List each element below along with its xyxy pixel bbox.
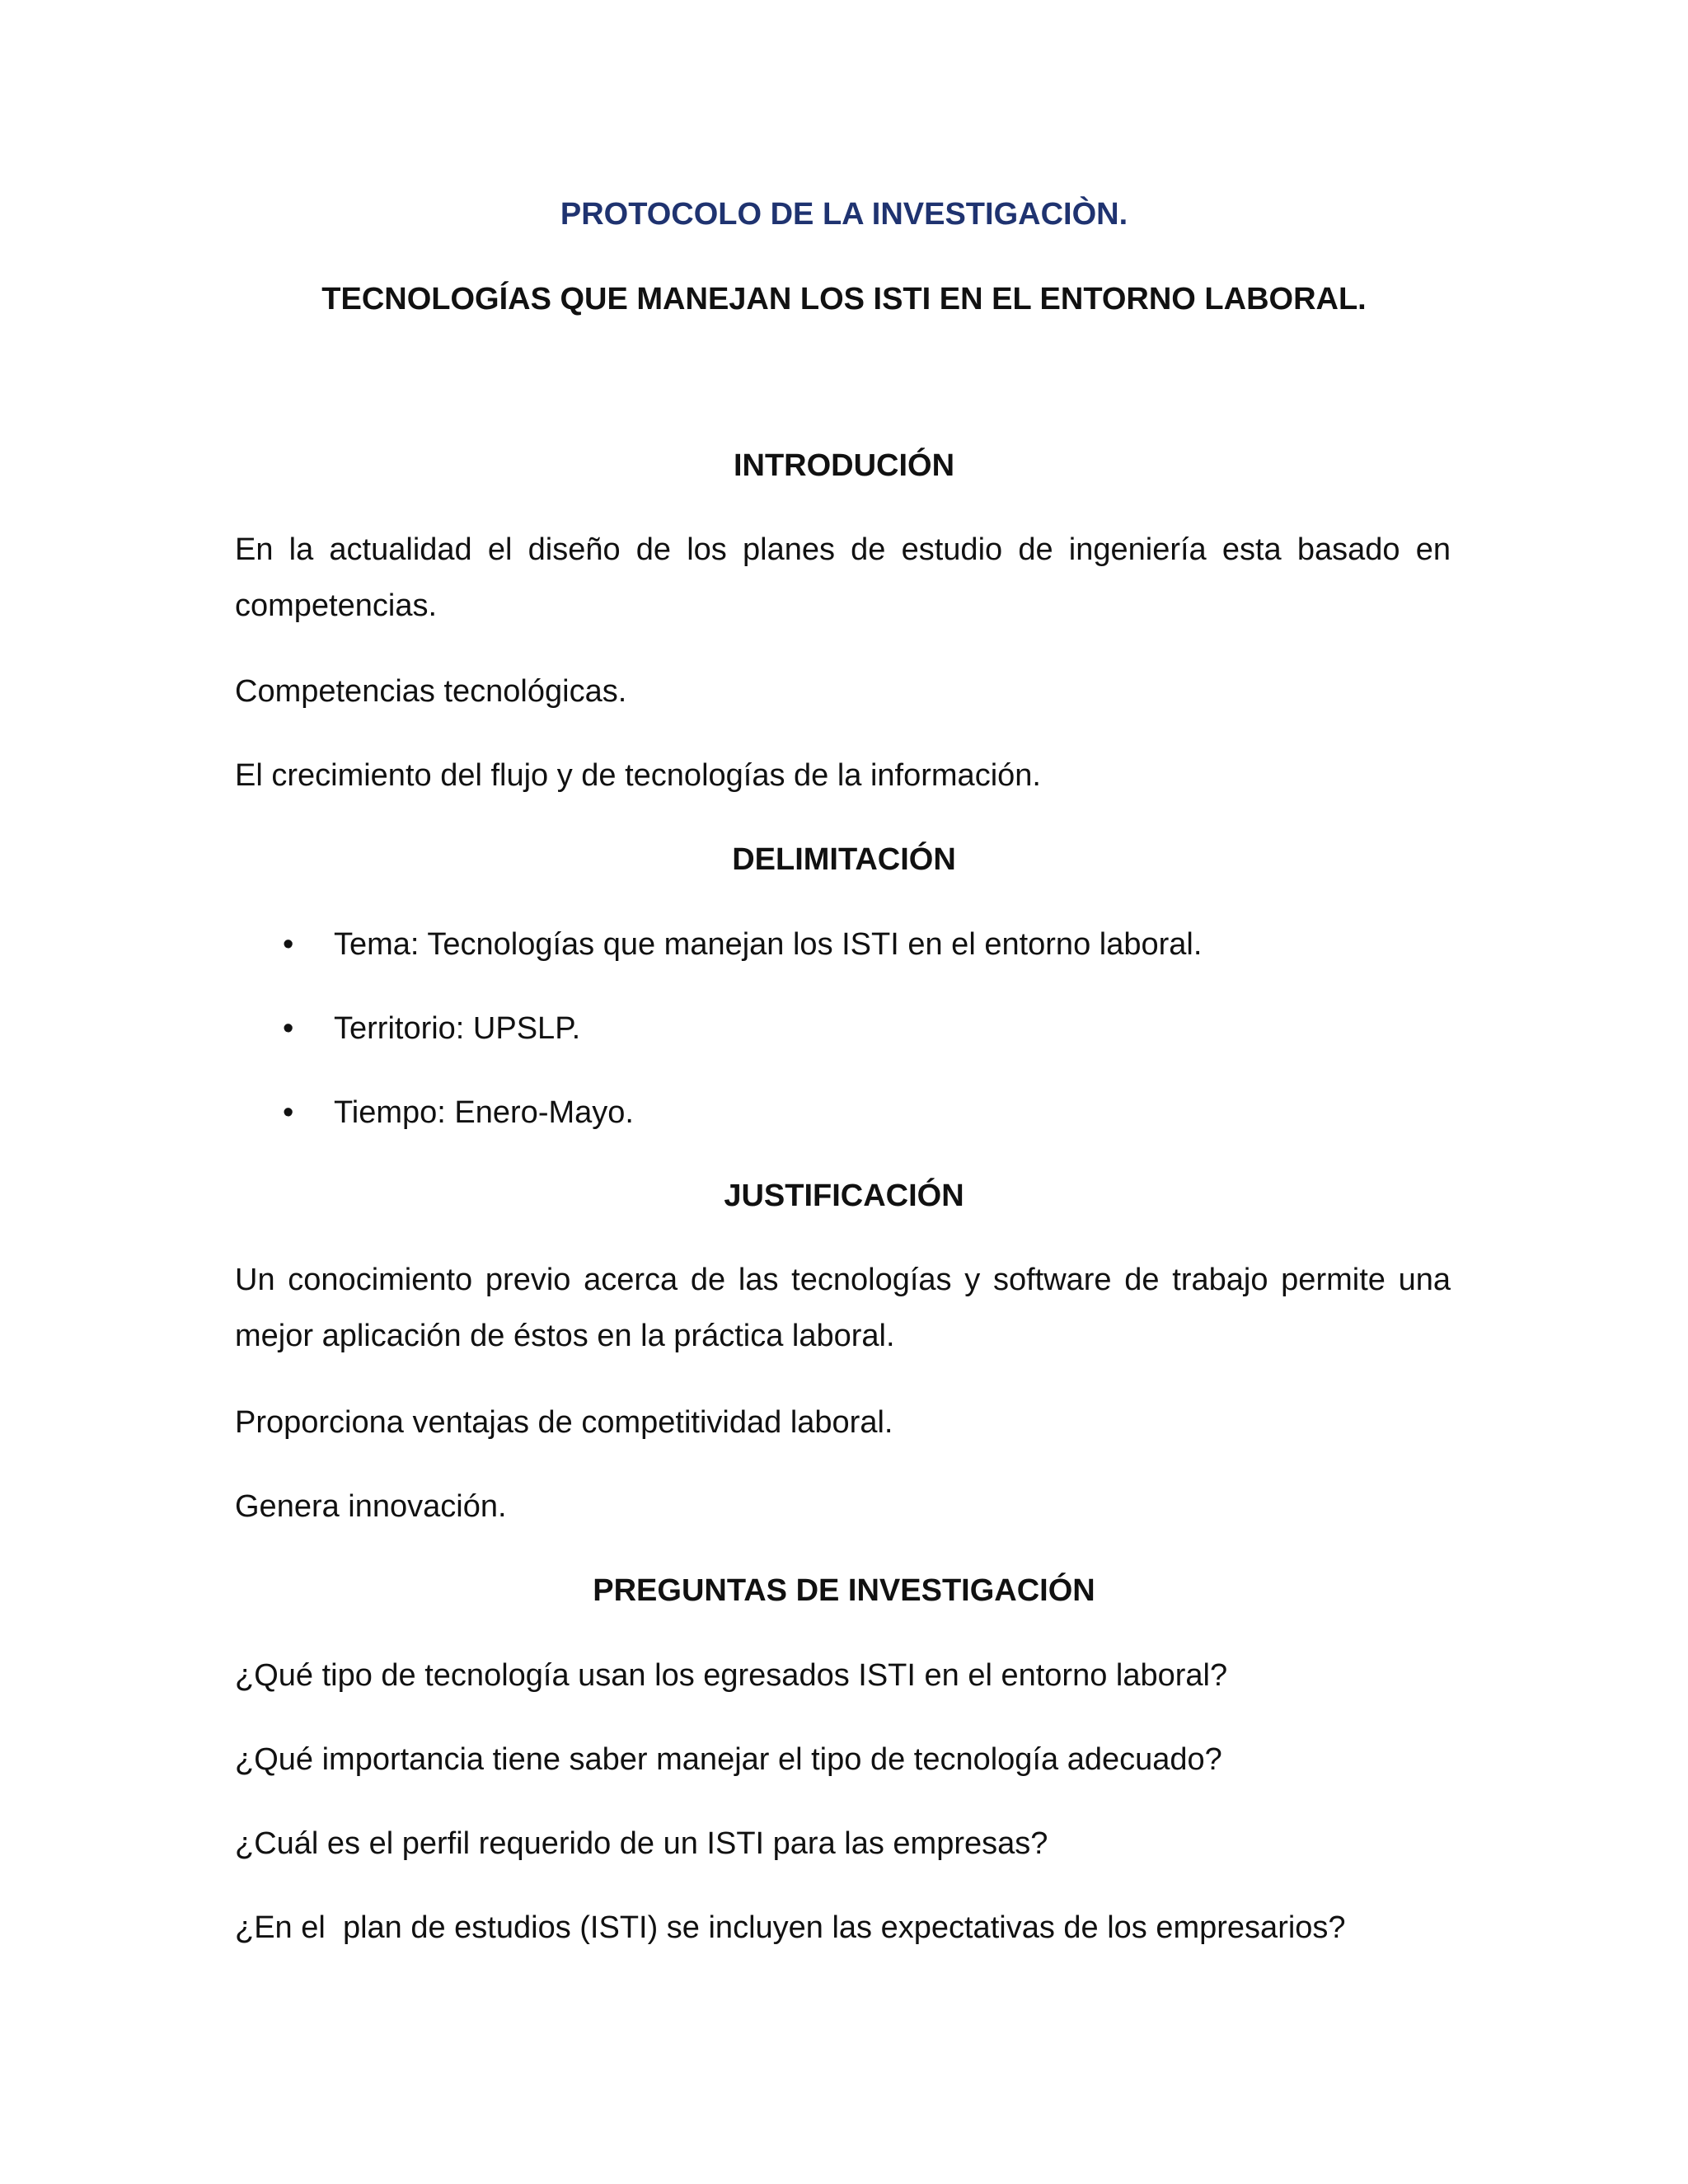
delimitation-item-text: Tema: Tecnologías que manejan los ISTI en el entorno laboral. (334, 927, 1203, 962)
document-title: PROTOCOLO DE LA INVESTIGACIÒN. (560, 197, 1128, 232)
delimitation-item-text: Territorio: UPSLP. (334, 1011, 581, 1046)
research-question-3: ¿Cuál es el perfil requerido de un ISTI para las empresas? (235, 1826, 1048, 1861)
introduction-paragraph-3: El crecimiento del flujo y de tecnologías de la información. (235, 758, 1041, 793)
bullet-icon: • (283, 1095, 294, 1130)
delimitation-item-text: Tiempo: Enero-Mayo. (334, 1095, 634, 1130)
research-question-1: ¿Qué tipo de tecnología usan los egresados ISTI en el entorno laboral? (235, 1658, 1228, 1693)
research-questions-heading: PREGUNTAS DE INVESTIGACIÓN (593, 1573, 1095, 1608)
justification-paragraph-1: Un conocimiento previo acerca de las tecnologías y software de trabajo permite una mejor aplicación de éstos en la práctica laboral. (235, 1263, 1451, 1353)
bullet-icon: • (283, 927, 294, 962)
document-subtitle: TECNOLOGÍAS QUE MANEJAN LOS ISTI EN EL ENTORNO LABORAL. (321, 282, 1367, 316)
justification-paragraph-3: Genera innovación. (235, 1489, 507, 1524)
delimitation-heading: DELIMITACIÓN (732, 842, 956, 877)
introduction-paragraph-2: Competencias tecnológicas. (235, 674, 627, 709)
research-question-2: ¿Qué importancia tiene saber manejar el tipo de tecnología adecuado? (235, 1742, 1222, 1777)
introduction-heading: INTRODUCIÓN (733, 448, 955, 483)
justification-paragraph-2: Proporciona ventajas de competitividad laboral. (235, 1405, 893, 1440)
bullet-icon: • (283, 1011, 294, 1046)
research-question-4: ¿En el plan de estudios (ISTI) se incluyen las expectativas de los empresarios? (235, 1910, 1346, 1945)
introduction-paragraph-1: En la actualidad el diseño de los planes de estudio de ingeniería esta basado en competencias. (235, 532, 1451, 623)
justification-heading: JUSTIFICACIÓN (724, 1179, 964, 1213)
